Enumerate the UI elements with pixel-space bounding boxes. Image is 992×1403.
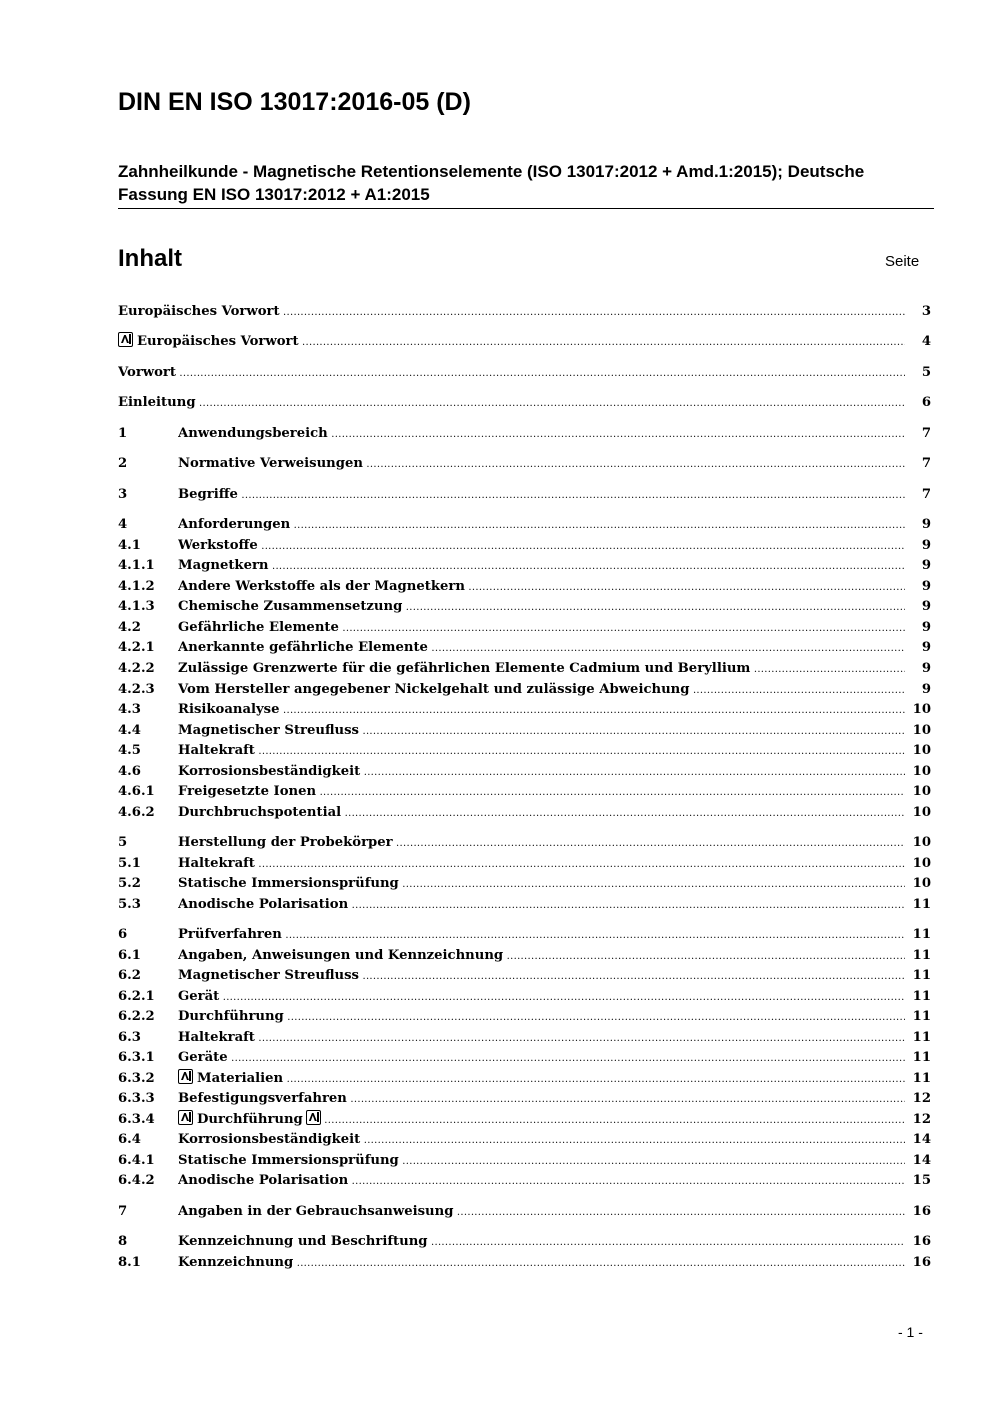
toc-entry-title-container bbox=[118, 363, 905, 383]
toc-entry-title: Magnetkern bbox=[178, 558, 269, 573]
toc-entry-title: Vorwort bbox=[118, 365, 176, 380]
toc-entry-title: Angaben, Anweisungen und Kennzeichnung bbox=[178, 948, 504, 963]
toc-entry bbox=[118, 363, 931, 383]
toc-entry-link[interactable] bbox=[118, 1253, 931, 1273]
toc-entry bbox=[118, 556, 931, 576]
toc-entry-title: Chemische Zusammensetzung bbox=[178, 599, 403, 614]
toc-entry bbox=[118, 680, 931, 700]
toc-entry-page: 11 bbox=[912, 1071, 931, 1086]
toc-entry-title: Haltekraft bbox=[178, 1030, 255, 1045]
toc-entry-title-container bbox=[178, 966, 905, 986]
toc-entry-title: Haltekraft bbox=[178, 743, 255, 758]
toc-entry-link[interactable] bbox=[118, 1130, 931, 1150]
toc-entry bbox=[118, 1110, 931, 1130]
toc-entry-number: 6 bbox=[118, 927, 128, 942]
toc-entry-link[interactable] bbox=[118, 485, 931, 505]
toc-entry bbox=[118, 424, 931, 444]
toc-entry-page: 10 bbox=[912, 856, 931, 871]
toc-entry-link[interactable] bbox=[118, 1151, 931, 1171]
toc-entry-page: 16 bbox=[912, 1234, 931, 1249]
toc-entry-number: 6.3.2 bbox=[118, 1071, 155, 1086]
toc-entry-title: Durchführung bbox=[178, 1009, 284, 1024]
toc-entry-link[interactable] bbox=[118, 946, 931, 966]
toc-entry bbox=[118, 1232, 931, 1252]
toc-entry-link[interactable] bbox=[118, 515, 931, 535]
toc-entry-number: 4.1 bbox=[118, 538, 141, 553]
toc-entry bbox=[118, 1171, 931, 1191]
toc-entry-number: 6.4.1 bbox=[118, 1153, 155, 1168]
toc-entry-title: Korrosionsbeständigkeit bbox=[178, 764, 361, 779]
toc-entry bbox=[118, 895, 931, 915]
toc-entry bbox=[118, 618, 931, 638]
toc-entry-link[interactable] bbox=[118, 597, 931, 617]
toc-entry-page: 10 bbox=[912, 835, 931, 850]
toc-entry-title: Kennzeichnung und Beschriftung bbox=[178, 1234, 428, 1249]
toc-entry-title-container bbox=[178, 721, 905, 741]
toc-entry-title: Anerkannte gefährliche Elemente bbox=[178, 640, 428, 655]
toc-entry-number: 4.2.2 bbox=[118, 661, 155, 676]
toc-entry-title-container bbox=[178, 1048, 905, 1068]
toc-entry-link[interactable] bbox=[118, 454, 931, 474]
toc-entry-number: 4.2.3 bbox=[118, 682, 155, 697]
toc-entry-title-container bbox=[178, 1007, 905, 1027]
toc-entry-page: 9 bbox=[921, 538, 931, 553]
toc-entry bbox=[118, 925, 931, 945]
toc-entry-page: 5 bbox=[921, 365, 931, 380]
toc-entry-page: 4 bbox=[921, 334, 931, 349]
toc-entry-link[interactable] bbox=[118, 393, 931, 413]
toc-entry-title: Geräte bbox=[178, 1050, 228, 1065]
toc-entry-number: 4.6.2 bbox=[118, 805, 155, 820]
toc-entry bbox=[118, 536, 931, 556]
toc-page-column-label: Seite bbox=[885, 253, 920, 270]
toc-entry-number: 6.2 bbox=[118, 968, 141, 983]
toc-entry-link[interactable] bbox=[118, 577, 931, 597]
toc-entry-title-container bbox=[178, 1130, 905, 1150]
toc-entry-page: 3 bbox=[921, 304, 931, 319]
toc-entry-title-container bbox=[178, 638, 905, 658]
toc-entry-page: 9 bbox=[921, 558, 931, 573]
toc-entry bbox=[118, 1069, 931, 1089]
toc-entry-link[interactable] bbox=[118, 966, 931, 986]
toc-entry-page: 14 bbox=[912, 1132, 931, 1147]
toc-entry bbox=[118, 987, 931, 1007]
toc-entry-page: 9 bbox=[921, 620, 931, 635]
toc-entry-title: Zulässige Grenzwerte für die gefährlichen Elemente Cadmium und Beryllium bbox=[178, 661, 751, 676]
toc-entry bbox=[118, 874, 931, 894]
toc-entry-title: Gefährliche Elemente bbox=[178, 620, 339, 635]
toc-entry-link[interactable] bbox=[118, 741, 931, 761]
toc-entry-title: Anodische Polarisation bbox=[178, 897, 349, 912]
toc-entry-title-container bbox=[178, 1232, 905, 1252]
toc-entry-title: Anodische Polarisation bbox=[178, 1173, 349, 1188]
toc-entry-number: 4.1.1 bbox=[118, 558, 155, 573]
toc-entry-link[interactable] bbox=[118, 302, 931, 322]
toc-entry-link[interactable] bbox=[118, 638, 931, 658]
toc-entry-number: 8 bbox=[118, 1234, 128, 1249]
toc-entry-title-container bbox=[178, 700, 905, 720]
toc-entry-title: Europäisches Vorwort bbox=[137, 334, 299, 349]
toc-entry-link[interactable] bbox=[118, 874, 931, 894]
toc-entry-title: Durchführung bbox=[197, 1112, 303, 1127]
toc-entry-link[interactable] bbox=[118, 618, 931, 638]
toc-entry bbox=[118, 721, 931, 741]
toc-entry-title: Andere Werkstoffe als der Magnetkern bbox=[178, 579, 465, 594]
document-title: DIN EN ISO 13017:2016-05 (D) bbox=[118, 88, 471, 116]
toc-entry-title: Werkstoffe bbox=[178, 538, 258, 553]
toc-entry-title-container bbox=[178, 597, 905, 617]
toc-entry-page: 11 bbox=[912, 1050, 931, 1065]
toc-entry-link[interactable] bbox=[118, 1232, 931, 1252]
toc-entry-page: 10 bbox=[912, 743, 931, 758]
toc-entry-title-container bbox=[178, 1069, 905, 1089]
toc-entry-link[interactable] bbox=[118, 803, 931, 823]
toc-entry-page: 9 bbox=[921, 682, 931, 697]
toc-entry bbox=[118, 1007, 931, 1027]
toc-entry-title: Risikoanalyse bbox=[178, 702, 280, 717]
toc-entry-number: 4.4 bbox=[118, 723, 141, 738]
toc-entry-page: 14 bbox=[912, 1153, 931, 1168]
toc-entry-title: Vom Hersteller angegebener Nickelgehalt und zulässige Abweichung bbox=[178, 682, 690, 697]
toc-entry-title: Gerät bbox=[178, 989, 220, 1004]
toc-entry-link[interactable] bbox=[118, 1028, 931, 1048]
toc-entry-number: 2 bbox=[118, 456, 128, 471]
toc-entry-title-container bbox=[118, 393, 905, 413]
toc-entry-link[interactable] bbox=[118, 536, 931, 556]
toc-entry bbox=[118, 1048, 931, 1068]
toc-entry-page: 6 bbox=[921, 395, 931, 410]
toc-entry-link[interactable] bbox=[118, 721, 931, 741]
toc-entry-number: 5.3 bbox=[118, 897, 141, 912]
toc-entry-page: 7 bbox=[921, 456, 931, 471]
toc-entry-page: 12 bbox=[912, 1112, 931, 1127]
toc-entry-title-container bbox=[178, 1028, 905, 1048]
toc-entry-title-container bbox=[178, 556, 905, 576]
toc-entry bbox=[118, 302, 931, 322]
toc-entry-title: Magnetischer Streufluss bbox=[178, 723, 359, 738]
toc-entry-link[interactable] bbox=[118, 1089, 931, 1109]
toc-entry-number: 6.3 bbox=[118, 1030, 141, 1045]
toc-entry-link[interactable] bbox=[118, 700, 931, 720]
toc-entry-number: 7 bbox=[118, 1204, 128, 1219]
toc-entry-link[interactable] bbox=[118, 363, 931, 383]
toc-entry bbox=[118, 1028, 931, 1048]
toc-entry-link[interactable] bbox=[118, 332, 931, 352]
toc-entry-title-container bbox=[178, 925, 905, 945]
toc-entry-link[interactable] bbox=[118, 925, 931, 945]
toc-entry-link[interactable] bbox=[118, 556, 931, 576]
amendment-open-icon bbox=[178, 1110, 193, 1125]
toc-entry bbox=[118, 515, 931, 535]
toc-entry-link[interactable] bbox=[118, 659, 931, 679]
toc-entry-title: Anforderungen bbox=[178, 517, 291, 532]
toc-entry-title: Statische Immersionsprüfung bbox=[178, 876, 399, 891]
toc-entry bbox=[118, 1089, 931, 1109]
toc-entry-title-container bbox=[178, 1151, 905, 1171]
toc-entry bbox=[118, 762, 931, 782]
toc-entry-page: 16 bbox=[912, 1255, 931, 1270]
toc-entry-page: 11 bbox=[912, 927, 931, 942]
toc-entry-link[interactable] bbox=[118, 987, 931, 1007]
toc-entry-title: Prüfverfahren bbox=[178, 927, 282, 942]
toc-entry-number: 4.6 bbox=[118, 764, 141, 779]
toc-entry-page: 11 bbox=[912, 948, 931, 963]
toc-entry-page: 10 bbox=[912, 764, 931, 779]
toc-entry-title: Europäisches Vorwort bbox=[118, 304, 280, 319]
toc-entry-number: 5.1 bbox=[118, 856, 141, 871]
toc-entry-title: Angaben in der Gebrauchsanweisung bbox=[178, 1204, 454, 1219]
toc-entry-page: 10 bbox=[912, 723, 931, 738]
toc-entry-page: 11 bbox=[912, 989, 931, 1004]
toc-entry bbox=[118, 700, 931, 720]
toc-entry-link[interactable] bbox=[118, 762, 931, 782]
toc-entry-title-container bbox=[178, 854, 905, 874]
toc-entry-page: 7 bbox=[921, 426, 931, 441]
toc-entry-title-container bbox=[178, 515, 905, 535]
toc-entry bbox=[118, 332, 931, 352]
toc-entry-page: 11 bbox=[912, 1009, 931, 1024]
toc-entry-title-container bbox=[178, 485, 905, 505]
toc-entry-link[interactable] bbox=[118, 1171, 931, 1191]
toc-entry bbox=[118, 946, 931, 966]
toc-entry-title-container bbox=[118, 302, 905, 322]
toc-entry-title-container bbox=[178, 1202, 905, 1222]
toc-entry-title-container bbox=[178, 424, 905, 444]
toc-entry-number: 6.3.3 bbox=[118, 1091, 155, 1106]
amendment-open-icon bbox=[178, 1069, 193, 1084]
toc-entry-title-container bbox=[178, 1110, 905, 1130]
toc-entry-number: 4.1.2 bbox=[118, 579, 155, 594]
toc-entry-page: 10 bbox=[912, 876, 931, 891]
toc-entry bbox=[118, 741, 931, 761]
toc-entry-title: Freigesetzte Ionen bbox=[178, 784, 317, 799]
toc-entry-page: 9 bbox=[921, 599, 931, 614]
toc-entry bbox=[118, 1151, 931, 1171]
toc-entry-title: Statische Immersionsprüfung bbox=[178, 1153, 399, 1168]
toc-entry-title: Materialien bbox=[197, 1071, 284, 1086]
toc-entry-link[interactable] bbox=[118, 424, 931, 444]
toc-entry bbox=[118, 393, 931, 413]
toc-entry-page: 15 bbox=[912, 1173, 931, 1188]
toc-entry-link[interactable] bbox=[118, 854, 931, 874]
toc-entry bbox=[118, 833, 931, 853]
toc-entry-title-container bbox=[178, 454, 905, 474]
toc-entry bbox=[118, 597, 931, 617]
toc-entry-number: 4.2 bbox=[118, 620, 141, 635]
toc-entry-title-container bbox=[178, 782, 905, 802]
toc-entry-number: 6.2.1 bbox=[118, 989, 155, 1004]
toc-entry-title-container bbox=[178, 659, 905, 679]
toc-entry-title-container bbox=[178, 577, 905, 597]
toc-entry-number: 6.1 bbox=[118, 948, 141, 963]
toc-entry-number: 6.2.2 bbox=[118, 1009, 155, 1024]
toc-entry-title-container bbox=[118, 332, 905, 352]
toc-entry bbox=[118, 577, 931, 597]
toc-entry bbox=[118, 782, 931, 802]
toc-entry-link[interactable] bbox=[118, 1202, 931, 1222]
toc-entry-title-container bbox=[178, 741, 905, 761]
toc-entry bbox=[118, 659, 931, 679]
toc-entry-page: 7 bbox=[921, 487, 931, 502]
toc-entry-link[interactable] bbox=[118, 680, 931, 700]
toc-entry-page: 12 bbox=[912, 1091, 931, 1106]
toc-entry-page: 11 bbox=[912, 968, 931, 983]
toc-entry bbox=[118, 803, 931, 823]
toc-entry-link[interactable] bbox=[118, 1048, 931, 1068]
toc-entry-number: 8.1 bbox=[118, 1255, 141, 1270]
toc-entry-title-container bbox=[178, 1171, 905, 1191]
toc-entry-page: 11 bbox=[912, 1030, 931, 1045]
toc-entry bbox=[118, 854, 931, 874]
toc-entry-title: Normative Verweisungen bbox=[178, 456, 363, 471]
toc-entry-number: 6.4.2 bbox=[118, 1173, 155, 1188]
toc-entry-number: 4.3 bbox=[118, 702, 141, 717]
toc-entry-number: 1 bbox=[118, 426, 128, 441]
toc-entry-number: 6.4 bbox=[118, 1132, 141, 1147]
toc-entry-number: 6.3.1 bbox=[118, 1050, 155, 1065]
toc-entry-number: 4.5 bbox=[118, 743, 141, 758]
toc-entry-title-container bbox=[178, 987, 905, 1007]
toc-entry-number: 4.6.1 bbox=[118, 784, 155, 799]
toc-entry-title: Herstellung der Probekörper bbox=[178, 835, 393, 850]
toc-heading: Inhalt bbox=[118, 245, 182, 272]
toc-entry-title: Anwendungsbereich bbox=[178, 426, 328, 441]
toc-entry bbox=[118, 638, 931, 658]
toc-entry-title: Kennzeichnung bbox=[178, 1255, 294, 1270]
toc-entry bbox=[118, 966, 931, 986]
toc-entry-link[interactable] bbox=[118, 1110, 931, 1130]
toc-entry-page: 10 bbox=[912, 702, 931, 717]
toc-entry-link[interactable] bbox=[118, 895, 931, 915]
document-subtitle: Zahnheilkunde - Magnetische Retentionselemente (ISO 13017:2012 + Amd.1:2015); Deutsche Fassung EN ISO 13017:2012 + A1:2015 bbox=[118, 160, 934, 209]
toc-entry-title-container bbox=[178, 618, 905, 638]
toc-entry-title-container bbox=[178, 1089, 905, 1109]
toc-entry bbox=[118, 454, 931, 474]
toc-entry bbox=[118, 1130, 931, 1150]
toc-entry-page: 9 bbox=[921, 517, 931, 532]
toc-entry-title: Einleitung bbox=[118, 395, 196, 410]
toc-entry-page: 9 bbox=[921, 661, 931, 676]
toc-entry-link[interactable] bbox=[118, 1007, 931, 1027]
toc-entry-title-container bbox=[178, 1253, 905, 1273]
toc-entry-link[interactable] bbox=[118, 833, 931, 853]
toc-entry-number: 5 bbox=[118, 835, 128, 850]
toc-entry bbox=[118, 1253, 931, 1273]
page-number: - 1 - bbox=[898, 1324, 923, 1340]
amendment-open-icon bbox=[118, 332, 133, 347]
toc-entry bbox=[118, 485, 931, 505]
toc-entry-title-container bbox=[178, 536, 905, 556]
toc-entry-number: 5.2 bbox=[118, 876, 141, 891]
toc-entry-number: 4 bbox=[118, 517, 128, 532]
toc-entry-title-container bbox=[178, 833, 905, 853]
toc-entry-title-container bbox=[178, 803, 905, 823]
toc-entry-title-container bbox=[178, 680, 905, 700]
toc-entry-page: 9 bbox=[921, 579, 931, 594]
toc-entry-page: 10 bbox=[912, 805, 931, 820]
toc-entry-title: Magnetischer Streufluss bbox=[178, 968, 359, 983]
toc-entry-title: Korrosionsbeständigkeit bbox=[178, 1132, 361, 1147]
toc-entry-title-container bbox=[178, 762, 905, 782]
toc-entry-title-container bbox=[178, 946, 905, 966]
toc-entry-title: Haltekraft bbox=[178, 856, 255, 871]
toc-entry-link[interactable] bbox=[118, 782, 931, 802]
toc-entry-number: 4.1.3 bbox=[118, 599, 155, 614]
toc-entry-number: 6.3.4 bbox=[118, 1112, 155, 1127]
toc-entry-title-container bbox=[178, 874, 905, 894]
toc-entry-page: 16 bbox=[912, 1204, 931, 1219]
toc-entry-link[interactable] bbox=[118, 1069, 931, 1089]
toc-entry-title: Durchbruchspotential bbox=[178, 805, 342, 820]
toc-entry-title-container bbox=[178, 895, 905, 915]
amendment-close-icon bbox=[306, 1110, 321, 1125]
toc-entry-number: 3 bbox=[118, 487, 128, 502]
toc-entry-page: 11 bbox=[912, 897, 931, 912]
toc-entry-title: Befestigungsverfahren bbox=[178, 1091, 347, 1106]
toc-entry-page: 9 bbox=[921, 640, 931, 655]
toc-entry-number: 4.2.1 bbox=[118, 640, 155, 655]
toc-entry-title: Begriffe bbox=[178, 487, 238, 502]
toc-entry-page: 10 bbox=[912, 784, 931, 799]
toc-entry bbox=[118, 1202, 931, 1222]
